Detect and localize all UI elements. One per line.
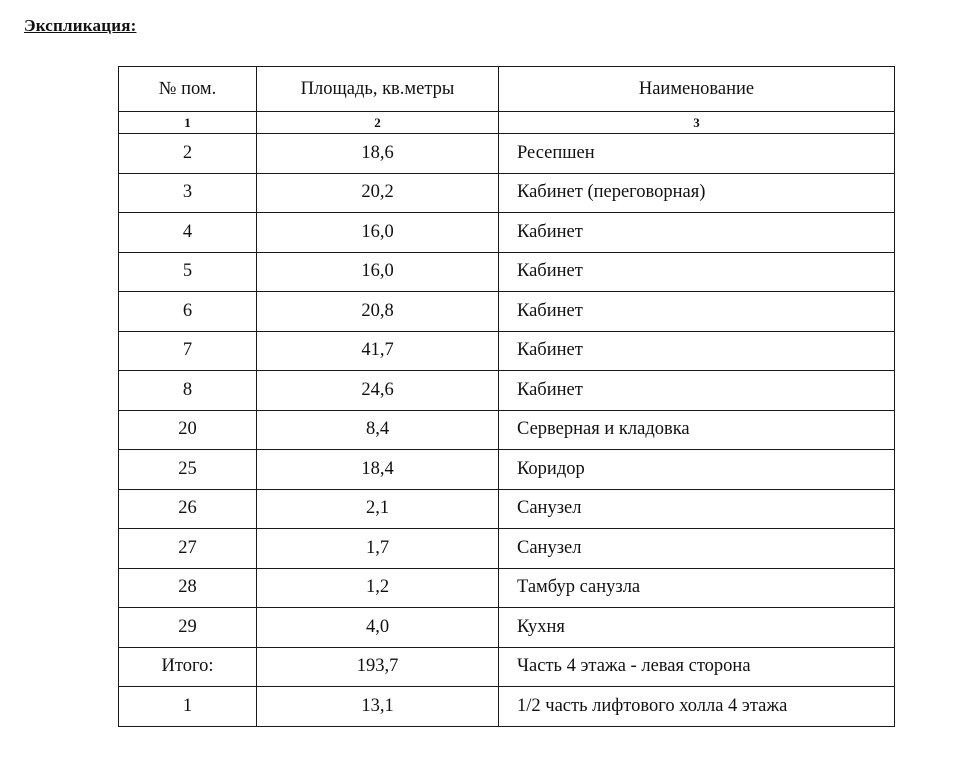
area-cell: 18,6 — [257, 134, 499, 174]
table-row — [119, 173, 895, 213]
column-number: 2 — [257, 112, 499, 134]
header-name: Наименование — [499, 67, 895, 112]
table-row — [119, 410, 895, 450]
total-description: Часть 4 этажа - левая сторона — [499, 647, 895, 687]
area-cell: 18,4 — [257, 450, 499, 490]
area-cell: 1,2 — [257, 568, 499, 608]
room-number-cell: 20 — [119, 410, 257, 450]
table-row — [119, 292, 895, 332]
room-name-cell: Кабинет — [499, 252, 895, 292]
table-row — [119, 134, 895, 174]
room-name-cell: 1/2 часть лифтового холла 4 этажа — [499, 687, 895, 727]
room-name-cell: Санузел — [499, 489, 895, 529]
room-name-cell: Кухня — [499, 608, 895, 648]
room-name-cell: Кабинет — [499, 292, 895, 332]
room-number-cell: 27 — [119, 529, 257, 569]
room-name-cell: Серверная и кладовка — [499, 410, 895, 450]
table-row — [119, 568, 895, 608]
room-number-cell: 28 — [119, 568, 257, 608]
room-name-cell: Ресепшен — [499, 134, 895, 174]
room-name-cell: Коридор — [499, 450, 895, 490]
area-cell: 8,4 — [257, 410, 499, 450]
table-row — [119, 489, 895, 529]
room-name-cell: Кабинет — [499, 213, 895, 253]
room-number-cell: 2 — [119, 134, 257, 174]
area-cell: 1,7 — [257, 529, 499, 569]
column-number-row — [119, 112, 895, 134]
table-row — [119, 529, 895, 569]
table-row — [119, 608, 895, 648]
room-number-cell: 8 — [119, 371, 257, 411]
document-title: Экспликация: — [24, 16, 137, 35]
area-cell: 4,0 — [257, 608, 499, 648]
table-row — [119, 687, 895, 727]
area-cell: 16,0 — [257, 252, 499, 292]
table-row — [119, 331, 895, 371]
total-area: 193,7 — [257, 647, 499, 687]
area-cell: 20,8 — [257, 292, 499, 332]
room-name-cell: Тамбур санузла — [499, 568, 895, 608]
table-row — [119, 450, 895, 490]
area-cell: 20,2 — [257, 173, 499, 213]
room-number-cell: 5 — [119, 252, 257, 292]
column-number: 3 — [499, 112, 895, 134]
room-number-cell: 7 — [119, 331, 257, 371]
room-number-cell: 1 — [119, 687, 257, 727]
header-room-number: № пом. — [119, 67, 257, 112]
room-name-cell: Кабинет (переговорная) — [499, 173, 895, 213]
table-row — [119, 252, 895, 292]
explication-table — [118, 66, 895, 727]
total-row — [119, 647, 895, 687]
table-header-row — [119, 67, 895, 112]
room-name-cell: Санузел — [499, 529, 895, 569]
area-cell: 24,6 — [257, 371, 499, 411]
area-cell: 13,1 — [257, 687, 499, 727]
header-area: Площадь, кв.метры — [257, 67, 499, 112]
area-cell: 41,7 — [257, 331, 499, 371]
room-number-cell: 29 — [119, 608, 257, 648]
area-cell: 2,1 — [257, 489, 499, 529]
room-name-cell: Кабинет — [499, 371, 895, 411]
room-number-cell: 4 — [119, 213, 257, 253]
total-label: Итого: — [119, 647, 257, 687]
room-number-cell: 3 — [119, 173, 257, 213]
area-cell: 16,0 — [257, 213, 499, 253]
room-number-cell: 25 — [119, 450, 257, 490]
column-number: 1 — [119, 112, 257, 134]
room-name-cell: Кабинет — [499, 331, 895, 371]
table-row — [119, 213, 895, 253]
room-number-cell: 26 — [119, 489, 257, 529]
table-row — [119, 371, 895, 411]
room-number-cell: 6 — [119, 292, 257, 332]
